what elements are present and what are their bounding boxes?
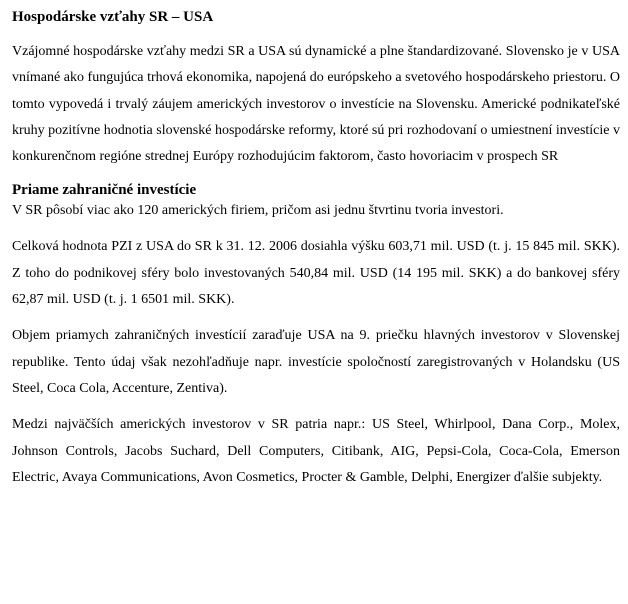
paragraph-us-companies-count: V SR pôsobí viac ako 120 amerických firiem, pričom asi jednu štvrtinu tvoria investori. — [12, 203, 504, 219]
paragraph-investor-ranking: Objem priamych zahraničných investícií zaraďuje USA na 9. priečku hlavných investorov v Slovenskej republike. Tento údaj však nezohľadňuje napr. investície spoločností zaregistrovaných v Holandsku (US Steel, Coca Cola, Accenture, Zentiva). — [12, 328, 620, 396]
paragraph-largest-investors: Medzi najväčších amerických investorov v SR patria napr.: US Steel, Whirlpool, Dana Corp., Molex, Johnson Controls, Jacobs Suchard, Dell Computers, Citibank, AIG, Pepsi-Cola, Coca-Cola, Emerson Electric, Avaya Communications, Avon Cosmetics, Procter & Gamble, Delphi, Energizer ďalšie subjekty. — [12, 417, 620, 485]
section-heading: Priame zahraničné investície — [12, 182, 197, 199]
document-title: Hospodárske vzťahy SR – USA — [12, 9, 214, 25]
intro-paragraph: Vzájomné hospodárske vzťahy medzi SR a USA sú dynamické a plne štandardizované. Slovensko je v USA vnímané ako fungujúca trhová ekonomika, napojená do európskeho a svetového hospodárskeho priestoru. O tomto vypovedá i trvalý záujem amerických investorov o investície na Slovensku. Americké podnikateľské kruhy pozitívne hodnotia slovenské hospodárske reformy, ktoré sú pri rozhodovaní o umiestnení investície v konkurenčnom regióne strednej Európy rozhodujúcim faktorom, často hovoriacim v prospech SR — [12, 44, 620, 165]
paragraph-fdi-total-value: Celková hodnota PZI z USA do SR k 31. 12. 2006 dosiahla výšku 603,71 mil. USD (t. j. 15 845 mil. SKK). Z toho do podnikovej sféry bolo investovaných 540,84 mil. USD (14 195 mil. SKK) a do bankovej sféry 62,87 mil. USD (t. j. 1 6501 mil. SKK). — [12, 239, 620, 308]
